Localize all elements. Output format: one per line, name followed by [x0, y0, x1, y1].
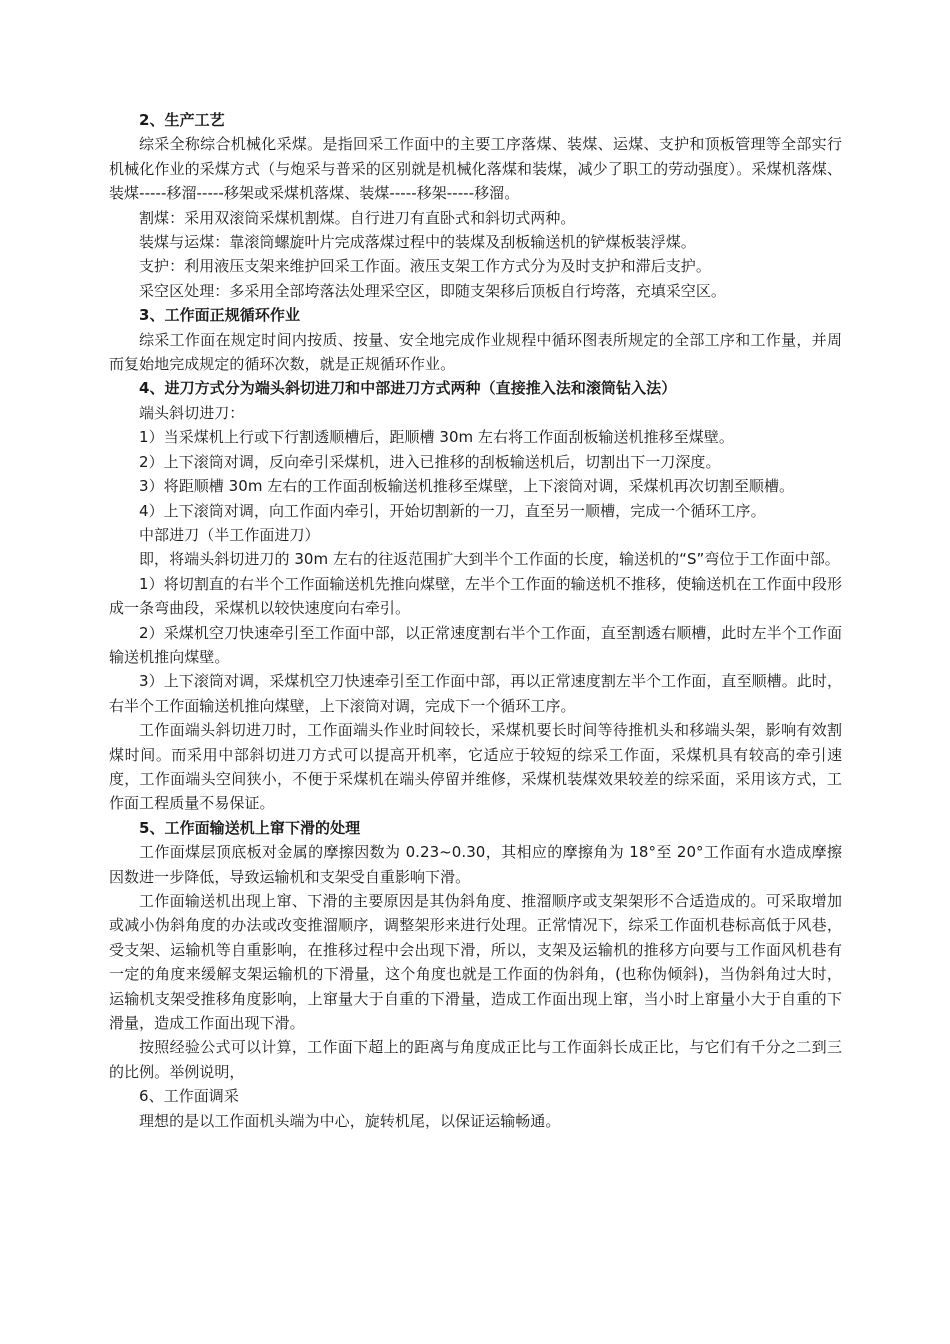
- list-item: 3）将距顺槽 30m 左右的工作面刮板输送机推移至煤壁，上下滚筒对调，采煤机再次切割至顺槽。: [139, 477, 795, 496]
- body-paragraph: 理想的是以工作面机头端为中心，旋转机尾，以保证运输畅通。: [139, 1111, 561, 1130]
- section-heading-conveyor-slip: 5、工作面输送机上窜下滑的处理: [139, 818, 361, 837]
- body-paragraph: 即，将端头斜切进刀的 30m 左右的往返范围扩大到半个工作面的长度，输送机的“S”弯位于工作面中部。: [139, 550, 840, 569]
- body-paragraph: 装煤与运煤：靠滚筒螺旋叶片完成落煤过程中的装煤及刮板输送机的铲煤板装浮煤。: [139, 233, 696, 252]
- body-paragraph: 按照经验公式可以计算，工作面下超上的距离与角度成正比与工作面斜长成正比，与它们有千分之二到三的比例。举例说明，: [109, 1038, 842, 1081]
- list-item: 2）采煤机空刀快速牵引至工作面中部，以正常速度割右半个工作面，直至割透右顺槽，此时左半个工作面输送机推向煤壁。: [109, 623, 842, 666]
- list-item: 3）上下滚筒对调，采煤机空刀快速牵引至工作面中部，再以正常速度割左半个工作面，直至顺槽。此时，右半个工作面输送机推向煤壁，上下滚筒对调，完成下一个循环工序。: [109, 672, 842, 715]
- body-paragraph: 工作面端头斜切进刀时，工作面端头作业时间较长，采煤机要长时间等待推机头和移端头架，影响有效割煤时间。而采用中部斜切进刀方式可以提高开机率，它适应于较短的综采工作面，采煤机具有较高的牵引速度，工作面端头空间狭小，不便于采煤机在端头停留并维修，采煤机装煤效果较差的综采面，采用该方式，工作面工程质量不易保证。: [109, 721, 842, 813]
- body-paragraph: 端头斜切进刀：: [139, 403, 245, 422]
- body-paragraph: 中部进刀（半工作面进刀）: [139, 525, 320, 544]
- section-heading-regular-cycle: 3、工作面正规循环作业: [139, 306, 300, 325]
- body-paragraph: 采空区处理：多采用全部垮落法处理采空区，即随支架移后顶板自行垮落，充填采空区。: [139, 281, 726, 300]
- list-item: 4）上下滚筒对调，向工作面内牵引，开始切割新的一刀，直至另一顺槽，完成一个循环工序。: [139, 501, 766, 520]
- list-item: 2）上下滚筒对调，反向牵引采煤机，进入已推移的刮板输送机后，切割出下一刀深度。: [139, 452, 721, 471]
- section-heading-production-process: 2、生产工艺: [139, 111, 225, 129]
- body-paragraph: 综采全称综合机械化采煤。是指回采工作面中的主要工序落煤、装煤、运煤、支护和顶板管理等全部实行机械化作业的采煤方式（与炮采与普采的区别就是机械化落煤和装煤，减少了职工的劳动强度）。采煤机落煤、装煤-----移溜-----移架或采煤机落煤、装煤-----移架-----移溜。: [109, 135, 842, 203]
- section-heading-face-adjustment: 6、工作面调采: [139, 1087, 239, 1106]
- body-paragraph: 支护：利用液压支架来维护回采工作面。液压支架工作方式分为及时支护和滞后支护。: [139, 257, 711, 276]
- body-paragraph: 工作面输送机出现上窜、下滑的主要原因是其伪斜角度、推溜顺序或支架架形不合适造成的。可采取增加或减小伪斜角度的办法或改变推溜顺序，调整架形来进行处理。正常情况下，综采工作面机巷标高低于风巷，受支架、运输机等自重影响，在推移过程中会出现下滑，所以，支架及运输机的推移方向要与工作面风机巷有一定的角度来缓解支架运输机的下滑量，这个角度也就是工作面的伪斜角，(也称伪倾斜)，当伪斜角过大时，运输机支架受推移角度影响，上窜量大于自重的下滑量，造成工作面出现上窜，当小时上窜量小大于自重的下滑量，造成工作面出现下滑。: [109, 892, 842, 1033]
- body-paragraph: 综采工作面在规定时间内按质、按量、安全地完成作业规程中循环图表所规定的全部工序和工作量，并周而复始地完成规定的循环次数，就是正规循环作业。: [109, 330, 842, 374]
- list-item: 1）将切割直的右半个工作面输送机先推向煤壁，左半个工作面的输送机不推移，使输送机在工作面中段形成一条弯曲段，采煤机以较快速度向右牵引。: [109, 574, 842, 618]
- list-item: 1）当采煤机上行或下行割透顺槽后，距顺槽 30m 左右将工作面刮板输送机推移至煤壁。: [139, 428, 734, 447]
- body-paragraph: 割煤：采用双滚筒采煤机割煤。自行进刀有直卧式和斜切式两种。: [139, 208, 576, 227]
- body-paragraph: 工作面煤层顶底板对金属的摩擦因数为 0.23~0.30，其相应的摩擦角为 18°至 20°工作面有水造成摩擦因数进一步降低，导致运输机和支架受自重影响下滑。: [109, 843, 842, 886]
- section-heading-cutting-methods: 4、进刀方式分为端头斜切进刀和中部进刀方式两种（直接推入法和滚筒钻入法）: [139, 379, 677, 398]
- document-page: [109, 108, 842, 1133]
